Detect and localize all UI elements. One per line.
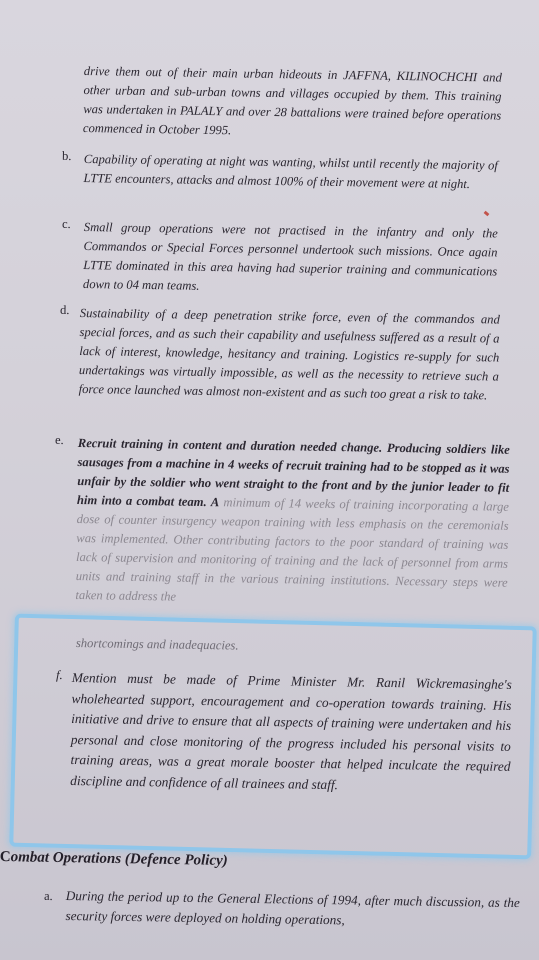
paragraph-b-label: b. [61,148,72,164]
section-paragraph-a-label: a. [43,888,53,904]
paragraph-f: Mention must be made of Prime Minister Mr. Ranil Wickremasinghe's wholehearted support, encouragement and co-operation towards training. His initiative and drive to ensure that all aspects of training were undertaken and his personal and close monitoring of the progress included his personal visits to training areas, was a great morale booster that helped inculcate the required discipline and confidence of all trainees and staff. [70,669,512,792]
paragraph-c: Small group operations were not practised in the infantry and only the Commandos or Special Forces personnel undertook such missions. Once again LTTE dominated in this area having had superior training and communications down to 04 man teams. [82,219,498,293]
paragraph-e [75,434,510,612]
paragraph-e-faded-text: minimum of 14 weeks of training incorporating a large dose of counter insurgency weapon training with less emphasis on the ceremonials was implemented. Other contributing factors to the poor standard of training was lack of supervision and monitoring of training and the lack of personnel from arms units and training staff in the various training institutions. Necessary steps were taken to address the [75,495,510,604]
paragraph-a-continued: drive them out of their main urban hideouts in JAFFNA, KILINOCHCHI and other urban and sub-urban towns and villages occupied by them. This training was undertaken in PALALY and over 28 battalions were trained before operations commenced in October 1995. [82,63,502,138]
paragraph-e-label: e. [54,432,64,448]
paragraph-c-label: c. [61,216,71,232]
paragraph-b: Capability of operating at night was wanting, whilst until recently the majority of LTTE encounters, attacks and almost 100% of their movement were at night. [83,151,498,192]
paragraph-e-bold-tail: A [210,495,220,510]
section-heading-first: C [0,849,11,866]
paragraph-d: Sustainability of a deep penetration strike force, even of the commandos and special forces, and as such their capability and usefulness suffered as a result of a lack of interest, knowledge, hesitancy and training. Logistics re-supply for such undertakings was virtually impossible, as well as the necessity to retrieve such a force once launched was almost non-existent and as such too great a risk to take. [78,305,500,403]
paragraph-e-bold-text: Recruit training in content and duration needed change. Producing soldiers like sausages from a machine in 4 weeks of recruit training had to be stopped as it was unfair by the soldier who went straight to the front and by the junior leader to fit him into a combat team. [76,435,510,510]
section-paragraph-a: During the period up to the General Elections of 1994, after much discussion, as the security forces were deployed on holding operations, [65,887,520,928]
section-heading [0,849,228,870]
paragraph-e-shortcomings: shortcomings and inadequacies. [75,636,239,653]
paragraph-f-label: f. [55,667,63,683]
paragraph-d-label: d. [59,302,70,318]
section-heading-rest: ombat Operations (Defence Policy) [10,849,228,869]
red-tick-mark [484,211,490,217]
